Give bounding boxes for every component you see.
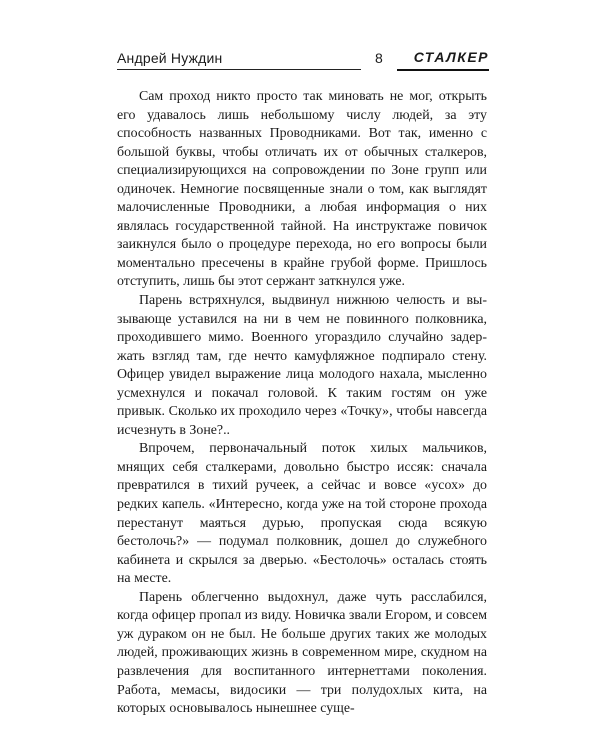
header-author: Андрей Нуждин xyxy=(117,50,223,66)
page-number: 8 xyxy=(375,50,383,66)
paragraph: Сам проход никто просто так миновать не мог, открыть его удавалось лишь небольшому числу людей, за эту способность названных Проводниками. Вот так, именно с большой буквы, чтобы отличать их от обычных сталкеров, специализирующихся на сопровождении по Зоне групп или одиночек. Немногие посвященные знали о том, как выглядят малочисленные Проводники, а любая информация о них являлась государственной тайной. На инструктаже повичок заикнулся было о процедуре перехода, но его вопросы были моментально пресечены в крайне грубой форме. Пришлось отступить, лишь бы этот сержант заткнулся уже. xyxy=(117,89,487,290)
paragraph: Парень облегченно выдохнул, даже чуть расслабился, когда офицер пропал из виду. Новичка звали Егором, и совсем уж дураком он не был. Не больше других таких же молодых людей, проживающих жизнь в современном мире, скудном на развлечения для воспитанного интернеттами поколения. Работа, мемасы, видосики — три полудохлых кита, на которых основывалось нынешнее суще- xyxy=(117,589,487,717)
header-rule-left xyxy=(117,69,361,70)
paragraph: Парень встряхнулся, выдвинул нижнюю челюсть и вызывающе уставился на ни в чем не повинного полковника, проходившего мимо. Военного угораздило случайно задержать взгляд там, где нечто камуфляжное подпирало стену. Офицер увидел выражение лица молодого нахала, мысленно усмехнулся и покачал головой. К таким гостям он уже привык. Сколько их проходило через «Точку», чтобы навсегда исчезнуть в Зоне?.. xyxy=(117,293,487,438)
series-title: СТАЛКЕР xyxy=(413,49,489,65)
body-text xyxy=(117,88,487,719)
header-rule-right xyxy=(397,69,489,71)
running-header xyxy=(117,50,489,76)
paragraph: Впрочем, первоначальный поток хилых мальчиков, мнящих себя сталкерами, довольно быстро иссяк: сначала превратился в тихий ручеек, а сейчас и вовсе «усох» до редких капель. «Интересно, когда уже на той стороне прохода перестанут маяться дурью, пропуская сюда всякую бестолочь?» — подумал полковник, дошел до служебного кабинета и скрылся за дверью. «Бестолочь» осталась стоять на месте. xyxy=(117,441,487,587)
